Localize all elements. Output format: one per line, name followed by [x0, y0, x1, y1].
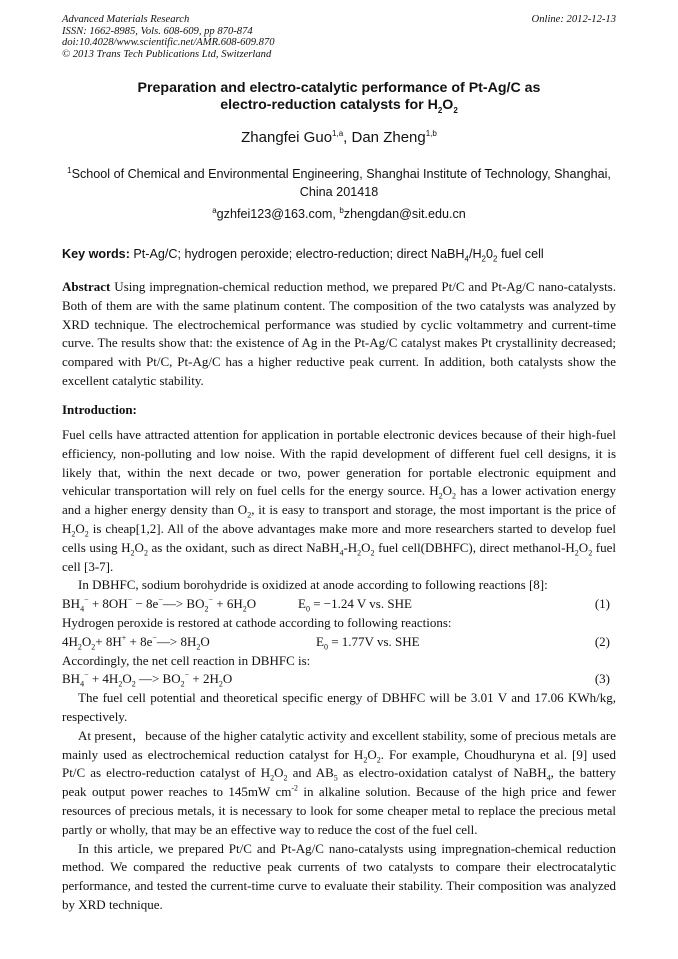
email-link[interactable]: gzhfei123@163.com, [216, 207, 340, 221]
journal-name: Advanced Materials Research [62, 14, 190, 25]
email-link[interactable]: zhengdan@sit.edu.cn [343, 207, 466, 221]
equation-3: $BH_4^- + 4H_2O_2$ —> $BO_2^- + 2H_2O$ (3) [62, 671, 610, 689]
equation-1: $BH_4^- + 8OH^-$ − 8e−—> $BO_2^- + 6H_2O$ $E_0 = -1.24$ V vs. SHE (1) [62, 595, 610, 614]
equation-2: $4H_2O_2+ 8H^+$ + 8e−—> $8H_2O$ $E_0 = 1.77V$ vs. SHE (2) [62, 633, 610, 652]
paragraph: In DBHFC, sodium borohydride is oxidized at anode according to following reactions [8]: [78, 577, 548, 593]
journal-header [62, 14, 616, 60]
copyright-line: © 2013 Trans Tech Publications Ltd, Switzerland [62, 48, 272, 60]
authors: Zhangfei Guo$^{1,a}$, Dan Zheng$^{1,b}$ [241, 129, 437, 146]
title-line-1: Preparation and electro-catalytic performance of Pt-Ag/C as [137, 80, 541, 96]
title-line-2: electro-reduction catalysts for $H_2O_2$ [220, 97, 458, 115]
paragraph: Accordingly, the net cell reaction in DBHFC is: [62, 652, 311, 668]
introduction-body [62, 426, 616, 915]
equation-number: (2) [594, 633, 610, 649]
abstract: Abstract Using impregnation-chemical reduction method, we prepared Pt/C and Pt-Ag/C nano-catalysts. Both of them are with the same platinum content. The composition of the two catalysts was analyzed by XRD technique. The electrochemical performance was studied by cyclic voltammetry and current-time curve. The results show that: the existence of Ag in the Pt-Ag/C catalyst makes Pt crystallinity decreased; compared with Pt/C, Pt-Ag/C has a higher reductive peak current. In addition, both catalysts show the excellent catalytic stability. [62, 279, 616, 388]
paragraph: At present，because of the higher catalytic activity and excellent stability, some of precious metals are mainly used as electrochemical reduction catalyst for $H_2O_2$. For example, Choudhuryna et al. [9] used Pt/C as electro-reduction catalyst of $H_2O_2$ and $AB_5$ as electro-oxidation catalyst of NaBH$_4$, the battery peak output power reaches to 145mW $cm^{-2}$ in alkaline solution. Because of the high price and fewer resources of precious metals, it is necessary to look for some cheaper metal to replace the precious metal partly or wholly, that may be an effective way to reduce the cost of the fuel cell. [62, 727, 616, 837]
section-heading-introduction: Introduction: [62, 402, 137, 417]
equation-number: (1) [594, 596, 610, 612]
paragraph: Fuel cells have attracted attention for application in portable electronic devices because of their high-fuel efficiency, non-polluting and low noise. With the rapid development of different fuel cell designs, it is likely that, within the next decade or two, power generation for portable electronic equipment and vehicular transportation will rely on fuel cells for the energy source. $H_2O_2$ has a lower activation energy and a higher energy density than $O_2$, it is easy to transport and storage, the most important is the price of $H_2O_2$ is cheap[1,2]. All of the above advantages make more and more researchers started to develop fuel cells using $H_2O_2$ as the oxidant, such as direct $NaBH_4-H_2O_2$ fuel cell(DBHFC), direct methanol-$H_2O_2$ fuel cell [3-7]. [62, 427, 616, 574]
affiliation: $^1$School of Chemical and Environmental Engineering, Shanghai Institute of Technology, Shanghai, China 201418 [67, 165, 611, 199]
online-date: Online: 2012-12-13 [531, 14, 616, 25]
paper-title [62, 80, 616, 114]
doi-line: doi:10.4028/www.scientific.net/AMR.608-609.870 [62, 37, 275, 49]
paragraph: Hydrogen peroxide is restored at cathode according to following reactions: [62, 614, 452, 630]
keywords: Key words: Pt-Ag/C; hydrogen peroxide; electro-reduction; direct $NaBH_4/H_20_2$ fuel cell [62, 247, 544, 264]
emails: $^a$gzhfei123@163.com, $^b$zhengdan@sit.edu.cn [212, 205, 466, 221]
paragraph: In this article, we prepared Pt/C and Pt-Ag/C nano-catalysts using impregnation-chemical reduction method. We compared the reductive peak currents of two catalysts to compare their electrocatalytic performance, and tested the current-time curve to evaluate their stability. Their composition was analyzed by XRD technique. [62, 840, 616, 912]
issn-line: ISSN: 1662-8985, Vols. 608-609, pp 870-874 [62, 25, 253, 37]
equation-number: (3) [594, 671, 610, 687]
paragraph: The fuel cell potential and theoretical specific energy of DBHFC will be 3.01 V and 17.06 KWh/kg, respectively. [62, 690, 616, 724]
